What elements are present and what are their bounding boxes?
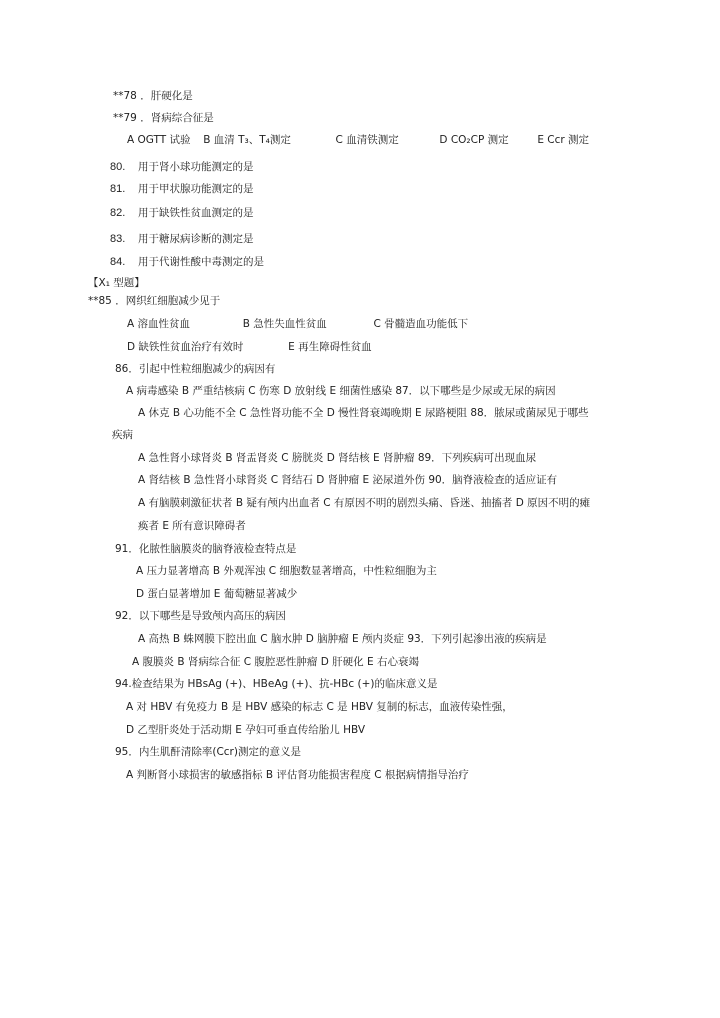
- question-text: 用于糖尿病诊断的测定是: [138, 233, 254, 245]
- section-heading: 【X₁ 型题】: [88, 277, 145, 289]
- options-91-row2: D 蛋白显著增加 E 葡萄糖显著减少: [136, 588, 298, 600]
- question-91: 91．化脓性脑膜炎的脑脊液检查特点是: [115, 543, 297, 555]
- option-a: A OGTT 试验: [127, 134, 191, 146]
- options-90-row1: A 有脑膜刺激征状者 B 疑有颅内出血者 C 有原因不明的剧烈头痛、昏迷、抽搐者 D 原因不明的瘫: [138, 497, 591, 509]
- question-number: 83.: [110, 233, 126, 245]
- options-89-question-90: A 肾结核 B 急性肾小球肾炎 C 肾结石 D 肾肿瘤 E 泌尿道外伤 90．脑脊液检查的适应证有: [138, 474, 558, 486]
- options-95: A 判断肾小球损害的敏感指标 B 评估肾功能损害程度 C 根据病情指导治疗: [126, 769, 469, 781]
- options-79-84: [127, 133, 589, 147]
- option-c: C 骨髓造血功能低下: [373, 318, 469, 330]
- question-number: 82.: [110, 207, 126, 219]
- options-92-question-93: A 高热 B 蛛网膜下腔出血 C 脑水肿 D 脑肿瘤 E 颅内炎症 93．下列引起渗出液的疾病是: [138, 633, 547, 645]
- question-94: 94.检查结果为 HBsAg (+)、HBeAg (+)、抗-HBc (+)的临床意义是: [115, 678, 438, 690]
- question-95: 95．内生肌酐清除率(Ccr)测定的意义是: [115, 746, 301, 758]
- option-d: D CO₂CP 测定: [439, 134, 509, 146]
- question-81: [110, 182, 254, 196]
- question-92: 92．以下哪些是导致颅内高压的病因: [115, 610, 286, 622]
- options-88-question-89: A 急性肾小球肾炎 B 肾盂肾炎 C 膀胱炎 D 肾结核 E 肾肿瘤 89．下列疾病可出现血尿: [138, 452, 537, 464]
- option-b: B 急性失血性贫血: [242, 318, 327, 330]
- question-number: 81.: [110, 183, 126, 195]
- question-number: 84.: [110, 256, 126, 268]
- option-a: A 溶血性贫血: [127, 318, 191, 330]
- question-85: **85 ．网织红细胞减少见于: [88, 295, 221, 307]
- options-91-row1: A 压力显著增高 B 外观浑浊 C 细胞数显著增高，中性粒细胞为主: [136, 565, 437, 577]
- question-82: [110, 206, 254, 220]
- option-e: E Ccr 测定: [537, 134, 590, 146]
- question-text: 用于肾小球功能测定的是: [138, 161, 254, 173]
- question-79: **79 ．肾病综合征是: [113, 112, 214, 124]
- question-84: [110, 255, 264, 269]
- option-b: B 血清 T₃、T₄测定: [203, 134, 291, 146]
- question-number: 80.: [110, 161, 126, 173]
- question-text: 用于缺铁性贫血测定的是: [138, 207, 254, 219]
- options-85-row2: [127, 340, 372, 354]
- question-text: 用于代谢性酸中毒测定的是: [138, 256, 264, 268]
- question-86: 86．引起中性粒细胞减少的病因有: [115, 363, 276, 375]
- question-80: [110, 160, 254, 174]
- options-93: A 腹膜炎 B 肾病综合征 C 腹腔恶性肿瘤 D 肝硬化 E 右心衰竭: [132, 656, 419, 668]
- question-78: **78 ．肝硬化是: [113, 90, 193, 102]
- options-86-question-87: A 病毒感染 B 严重结核病 C 伤寒 D 放射线 E 细菌性感染 87．以下哪些是少尿或无尿的病因: [126, 385, 556, 397]
- question-83: [110, 232, 254, 246]
- option-d: D 缺铁性贫血治疗有效时: [127, 341, 244, 353]
- question-text: 用于甲状腺功能测定的是: [138, 183, 254, 195]
- options-87-question-88: A 休克 B 心功能不全 C 急性肾功能不全 D 慢性肾衰竭晚期 E 尿路梗阻 88．脓尿或菌尿见于哪些: [138, 407, 589, 419]
- option-e: E 再生障碍性贫血: [288, 341, 372, 353]
- options-94-row1: A 对 HBV 有免疫力 B 是 HBV 感染的标志 C 是 HBV 复制的标志，血液传染性强，: [126, 701, 513, 713]
- option-c: C 血清铁测定: [335, 134, 399, 146]
- options-90-row2: 痪者 E 所有意识障碍者: [138, 520, 246, 532]
- options-85-row1: [127, 317, 468, 331]
- options-94-row2: D 乙型肝炎处于活动期 E 孕妇可垂直传给胎儿 HBV: [126, 724, 366, 736]
- question-88-continued: 疾病: [112, 429, 133, 441]
